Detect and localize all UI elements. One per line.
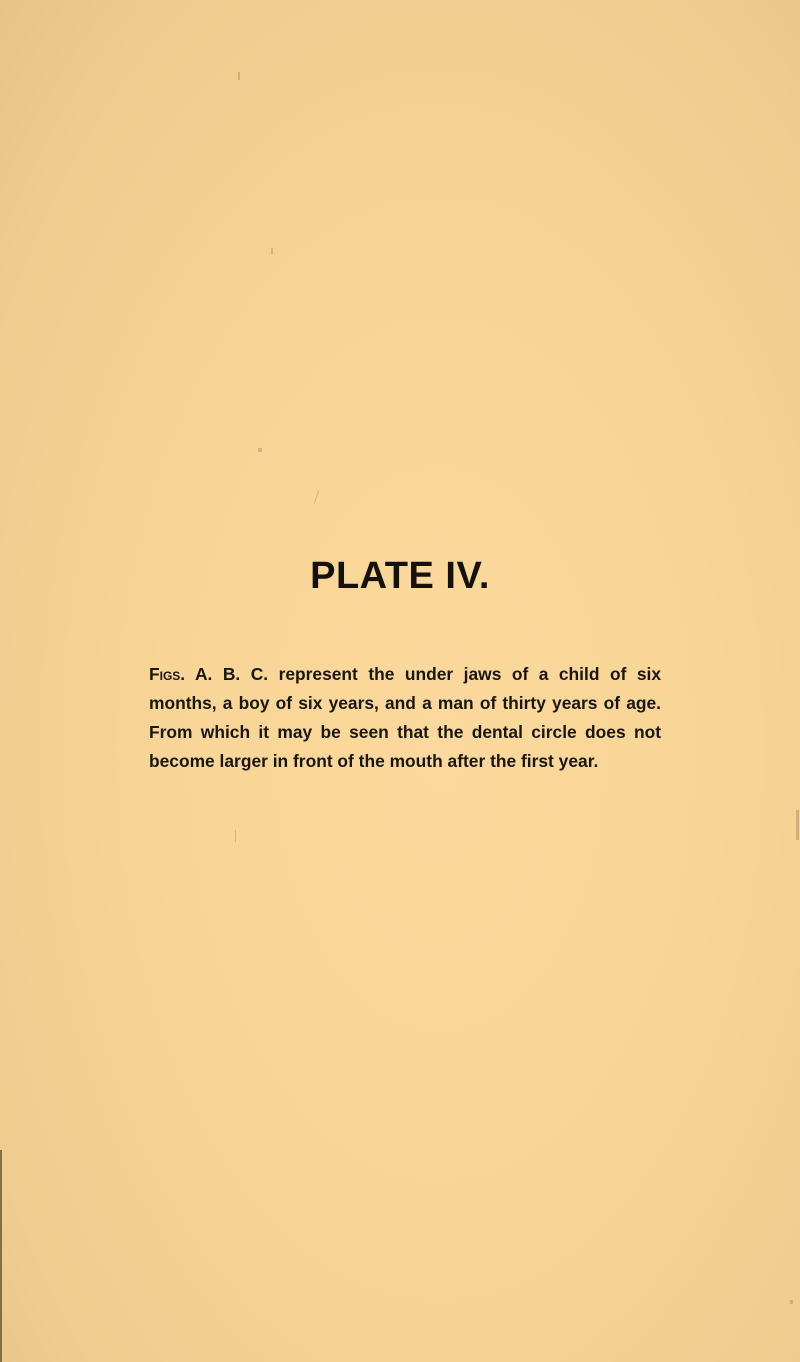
plate-caption [149, 660, 661, 776]
paper-speck [314, 490, 320, 503]
page-edge-mark [0, 1150, 2, 1362]
paper-speck [235, 830, 236, 842]
paper-speck [238, 72, 240, 80]
plate-title: PLATE IV. [310, 555, 490, 597]
paper-speck [258, 448, 262, 452]
paper-speck [790, 1300, 793, 1304]
paper-speck [796, 810, 799, 840]
caption-lead: Figs. [149, 664, 186, 685]
caption-text: A. B. C. represent the under jaws of a child of six months, a boy of six years, and a man of thirty years of age. From which it may be seen that the dental circle does not become larger in front of the mouth after the first year. [149, 664, 662, 772]
paper-speck [271, 248, 273, 254]
